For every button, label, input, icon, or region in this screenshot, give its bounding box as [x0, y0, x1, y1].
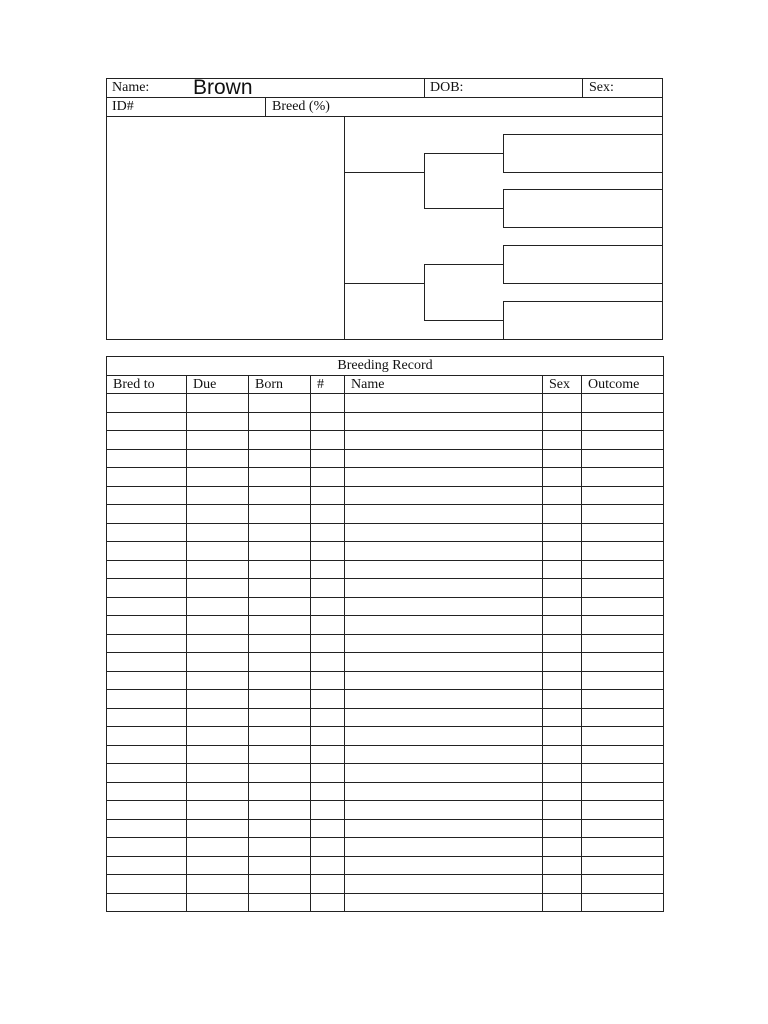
cell-bred-to[interactable] — [107, 634, 187, 653]
cell-name[interactable] — [345, 597, 543, 616]
cell-name[interactable] — [345, 819, 543, 838]
cell-due[interactable] — [187, 579, 249, 598]
cell-due[interactable] — [187, 727, 249, 746]
cell-number[interactable] — [311, 856, 345, 875]
cell-born[interactable] — [249, 542, 311, 561]
cell-number[interactable] — [311, 838, 345, 857]
cell-born[interactable] — [249, 431, 311, 450]
cell-born[interactable] — [249, 856, 311, 875]
cell-outcome[interactable] — [582, 875, 664, 894]
cell-number[interactable] — [311, 560, 345, 579]
cell-due[interactable] — [187, 671, 249, 690]
table-row — [107, 542, 664, 561]
cell-name[interactable] — [345, 468, 543, 487]
cell-sex[interactable] — [543, 727, 582, 746]
table-row — [107, 875, 664, 894]
cell-number[interactable] — [311, 468, 345, 487]
cell-due[interactable] — [187, 690, 249, 709]
cell-outcome[interactable] — [582, 745, 664, 764]
cell-number[interactable] — [311, 542, 345, 561]
cell-sex[interactable] — [543, 708, 582, 727]
cell-bred-to[interactable] — [107, 560, 187, 579]
cell-due[interactable] — [187, 856, 249, 875]
cell-due[interactable] — [187, 764, 249, 783]
cell-number[interactable] — [311, 819, 345, 838]
cell-number[interactable] — [311, 394, 345, 413]
cell-sex[interactable] — [543, 542, 582, 561]
divider — [424, 78, 425, 97]
cell-name[interactable] — [345, 449, 543, 468]
breeding-record-title: Breeding Record — [107, 357, 664, 376]
cell-name[interactable] — [345, 523, 543, 542]
cell-born[interactable] — [249, 486, 311, 505]
cell-born[interactable] — [249, 523, 311, 542]
dob-label: DOB: — [430, 80, 464, 95]
cell-number[interactable] — [311, 505, 345, 524]
table-row — [107, 523, 664, 542]
cell-outcome[interactable] — [582, 708, 664, 727]
table-row — [107, 838, 664, 857]
cell-number[interactable] — [311, 671, 345, 690]
cell-name[interactable] — [345, 782, 543, 801]
cell-sex[interactable] — [543, 394, 582, 413]
table-row — [107, 579, 664, 598]
cell-bred-to[interactable] — [107, 542, 187, 561]
cell-outcome[interactable] — [582, 653, 664, 672]
col-header-sex: Sex — [543, 375, 582, 394]
cell-born[interactable] — [249, 893, 311, 912]
cell-bred-to[interactable] — [107, 875, 187, 894]
cell-born[interactable] — [249, 616, 311, 635]
cell-outcome[interactable] — [582, 764, 664, 783]
cell-bred-to[interactable] — [107, 449, 187, 468]
cell-outcome[interactable] — [582, 468, 664, 487]
cell-sex[interactable] — [543, 597, 582, 616]
table-title-row — [107, 357, 664, 376]
cell-outcome[interactable] — [582, 856, 664, 875]
cell-name[interactable] — [345, 634, 543, 653]
table-row — [107, 801, 664, 820]
cell-bred-to[interactable] — [107, 468, 187, 487]
col-header-due: Due — [187, 375, 249, 394]
cell-due[interactable] — [187, 819, 249, 838]
cell-due[interactable] — [187, 782, 249, 801]
cell-outcome[interactable] — [582, 505, 664, 524]
cell-sex[interactable] — [543, 412, 582, 431]
cell-outcome[interactable] — [582, 523, 664, 542]
cell-name[interactable] — [345, 856, 543, 875]
cell-name[interactable] — [345, 745, 543, 764]
id-label: ID# — [112, 99, 134, 114]
cell-born[interactable] — [249, 597, 311, 616]
cell-born[interactable] — [249, 579, 311, 598]
cell-sex[interactable] — [543, 616, 582, 635]
cell-outcome[interactable] — [582, 486, 664, 505]
cell-sex[interactable] — [543, 745, 582, 764]
cell-due[interactable] — [187, 616, 249, 635]
name-value[interactable]: Brown — [193, 76, 253, 99]
cell-name[interactable] — [345, 653, 543, 672]
table-row — [107, 819, 664, 838]
cell-name[interactable] — [345, 394, 543, 413]
cell-outcome[interactable] — [582, 801, 664, 820]
cell-outcome[interactable] — [582, 431, 664, 450]
cell-sex[interactable] — [543, 856, 582, 875]
cell-outcome[interactable] — [582, 727, 664, 746]
table-row — [107, 708, 664, 727]
cell-number[interactable] — [311, 523, 345, 542]
sex-label: Sex: — [589, 80, 614, 95]
cell-sex[interactable] — [543, 838, 582, 857]
cell-due[interactable] — [187, 431, 249, 450]
cell-sex[interactable] — [543, 634, 582, 653]
cell-number[interactable] — [311, 875, 345, 894]
cell-born[interactable] — [249, 801, 311, 820]
cell-bred-to[interactable] — [107, 431, 187, 450]
cell-due[interactable] — [187, 801, 249, 820]
cell-bred-to[interactable] — [107, 856, 187, 875]
cell-sex[interactable] — [543, 653, 582, 672]
cell-number[interactable] — [311, 690, 345, 709]
cell-name[interactable] — [345, 579, 543, 598]
table-row — [107, 616, 664, 635]
cell-born[interactable] — [249, 449, 311, 468]
cell-name[interactable] — [345, 838, 543, 857]
cell-name[interactable] — [345, 616, 543, 635]
cell-number[interactable] — [311, 801, 345, 820]
cell-born[interactable] — [249, 727, 311, 746]
cell-outcome[interactable] — [582, 690, 664, 709]
cell-sex[interactable] — [543, 449, 582, 468]
cell-bred-to[interactable] — [107, 394, 187, 413]
cell-born[interactable] — [249, 634, 311, 653]
cell-born[interactable] — [249, 394, 311, 413]
cell-sex[interactable] — [543, 819, 582, 838]
cell-bred-to[interactable] — [107, 893, 187, 912]
cell-sex[interactable] — [543, 782, 582, 801]
cell-outcome[interactable] — [582, 394, 664, 413]
table-row — [107, 486, 664, 505]
cell-sex[interactable] — [543, 431, 582, 450]
cell-name[interactable] — [345, 875, 543, 894]
table-row — [107, 394, 664, 413]
cell-number[interactable] — [311, 616, 345, 635]
cell-sex[interactable] — [543, 468, 582, 487]
table-row — [107, 671, 664, 690]
cell-born[interactable] — [249, 708, 311, 727]
table-row — [107, 412, 664, 431]
cell-name[interactable] — [345, 801, 543, 820]
cell-bred-to[interactable] — [107, 597, 187, 616]
cell-bred-to[interactable] — [107, 412, 187, 431]
cell-number[interactable] — [311, 727, 345, 746]
col-header-number: # — [311, 375, 345, 394]
table-row — [107, 505, 664, 524]
cell-sex[interactable] — [543, 875, 582, 894]
cell-number[interactable] — [311, 449, 345, 468]
name-label: Name: — [112, 80, 150, 95]
cell-due[interactable] — [187, 597, 249, 616]
cell-bred-to[interactable] — [107, 616, 187, 635]
divider — [106, 97, 663, 98]
cell-name[interactable] — [345, 690, 543, 709]
cell-born[interactable] — [249, 505, 311, 524]
table-row — [107, 745, 664, 764]
table-row — [107, 597, 664, 616]
cell-bred-to[interactable] — [107, 801, 187, 820]
cell-outcome[interactable] — [582, 893, 664, 912]
pedigree-tree — [344, 116, 664, 341]
cell-sex[interactable] — [543, 893, 582, 912]
table-row — [107, 690, 664, 709]
cell-bred-to[interactable] — [107, 579, 187, 598]
cell-bred-to[interactable] — [107, 819, 187, 838]
cell-due[interactable] — [187, 838, 249, 857]
cell-due[interactable] — [187, 893, 249, 912]
cell-number[interactable] — [311, 764, 345, 783]
cell-bred-to[interactable] — [107, 671, 187, 690]
cell-number[interactable] — [311, 431, 345, 450]
cell-outcome[interactable] — [582, 782, 664, 801]
cell-number[interactable] — [311, 653, 345, 672]
cell-outcome[interactable] — [582, 449, 664, 468]
cell-number[interactable] — [311, 782, 345, 801]
cell-born[interactable] — [249, 468, 311, 487]
cell-name[interactable] — [345, 560, 543, 579]
cell-born[interactable] — [249, 412, 311, 431]
cell-outcome[interactable] — [582, 838, 664, 857]
cell-due[interactable] — [187, 560, 249, 579]
cell-born[interactable] — [249, 560, 311, 579]
cell-number[interactable] — [311, 745, 345, 764]
cell-sex[interactable] — [543, 486, 582, 505]
cell-name[interactable] — [345, 505, 543, 524]
cell-sex[interactable] — [543, 579, 582, 598]
cell-bred-to[interactable] — [107, 764, 187, 783]
table-row — [107, 634, 664, 653]
cell-outcome[interactable] — [582, 634, 664, 653]
breeding-record-table — [106, 356, 664, 912]
cell-name[interactable] — [345, 431, 543, 450]
cell-due[interactable] — [187, 505, 249, 524]
cell-due[interactable] — [187, 523, 249, 542]
col-header-outcome: Outcome — [582, 375, 664, 394]
cell-due[interactable] — [187, 468, 249, 487]
table-row — [107, 431, 664, 450]
cell-outcome[interactable] — [582, 579, 664, 598]
cell-outcome[interactable] — [582, 819, 664, 838]
cell-sex[interactable] — [543, 690, 582, 709]
cell-due[interactable] — [187, 486, 249, 505]
cell-sex[interactable] — [543, 671, 582, 690]
cell-number[interactable] — [311, 893, 345, 912]
cell-born[interactable] — [249, 653, 311, 672]
cell-born[interactable] — [249, 671, 311, 690]
table-row — [107, 782, 664, 801]
cell-outcome[interactable] — [582, 597, 664, 616]
col-header-bred-to: Bred to — [107, 375, 187, 394]
cell-born[interactable] — [249, 782, 311, 801]
cell-bred-to[interactable] — [107, 708, 187, 727]
cell-outcome[interactable] — [582, 542, 664, 561]
cell-number[interactable] — [311, 597, 345, 616]
cell-bred-to[interactable] — [107, 505, 187, 524]
cell-sex[interactable] — [543, 505, 582, 524]
cell-bred-to[interactable] — [107, 523, 187, 542]
divider — [582, 78, 583, 97]
cell-name[interactable] — [345, 486, 543, 505]
cell-due[interactable] — [187, 875, 249, 894]
cell-name[interactable] — [345, 542, 543, 561]
table-row — [107, 560, 664, 579]
breeding-record-body — [107, 394, 664, 912]
cell-name[interactable] — [345, 671, 543, 690]
cell-name[interactable] — [345, 412, 543, 431]
cell-sex[interactable] — [543, 764, 582, 783]
cell-name[interactable] — [345, 764, 543, 783]
cell-due[interactable] — [187, 449, 249, 468]
cell-outcome[interactable] — [582, 560, 664, 579]
cell-born[interactable] — [249, 875, 311, 894]
breed-label: Breed (%) — [272, 99, 330, 114]
cell-bred-to[interactable] — [107, 782, 187, 801]
col-header-born: Born — [249, 375, 311, 394]
divider — [265, 97, 266, 116]
cell-due[interactable] — [187, 542, 249, 561]
cell-outcome[interactable] — [582, 412, 664, 431]
cell-born[interactable] — [249, 745, 311, 764]
cell-born[interactable] — [249, 838, 311, 857]
cell-sex[interactable] — [543, 560, 582, 579]
cell-name[interactable] — [345, 708, 543, 727]
table-row — [107, 764, 664, 783]
cell-bred-to[interactable] — [107, 486, 187, 505]
cell-number[interactable] — [311, 579, 345, 598]
cell-due[interactable] — [187, 653, 249, 672]
cell-sex[interactable] — [543, 801, 582, 820]
table-row — [107, 468, 664, 487]
table-header-row — [107, 375, 664, 394]
cell-due[interactable] — [187, 634, 249, 653]
cell-due[interactable] — [187, 412, 249, 431]
cell-name[interactable] — [345, 727, 543, 746]
cell-born[interactable] — [249, 690, 311, 709]
cell-bred-to[interactable] — [107, 745, 187, 764]
cell-born[interactable] — [249, 764, 311, 783]
cell-bred-to[interactable] — [107, 727, 187, 746]
cell-due[interactable] — [187, 708, 249, 727]
table-row — [107, 893, 664, 912]
cell-number[interactable] — [311, 708, 345, 727]
cell-bred-to[interactable] — [107, 838, 187, 857]
cell-number[interactable] — [311, 412, 345, 431]
col-header-name: Name — [345, 375, 543, 394]
cell-number[interactable] — [311, 486, 345, 505]
cell-sex[interactable] — [543, 523, 582, 542]
cell-born[interactable] — [249, 819, 311, 838]
table-row — [107, 653, 664, 672]
cell-number[interactable] — [311, 634, 345, 653]
cell-bred-to[interactable] — [107, 653, 187, 672]
cell-due[interactable] — [187, 745, 249, 764]
cell-bred-to[interactable] — [107, 690, 187, 709]
cell-due[interactable] — [187, 394, 249, 413]
table-row — [107, 727, 664, 746]
table-row — [107, 449, 664, 468]
cell-outcome[interactable] — [582, 671, 664, 690]
cell-name[interactable] — [345, 893, 543, 912]
cell-outcome[interactable] — [582, 616, 664, 635]
table-row — [107, 856, 664, 875]
